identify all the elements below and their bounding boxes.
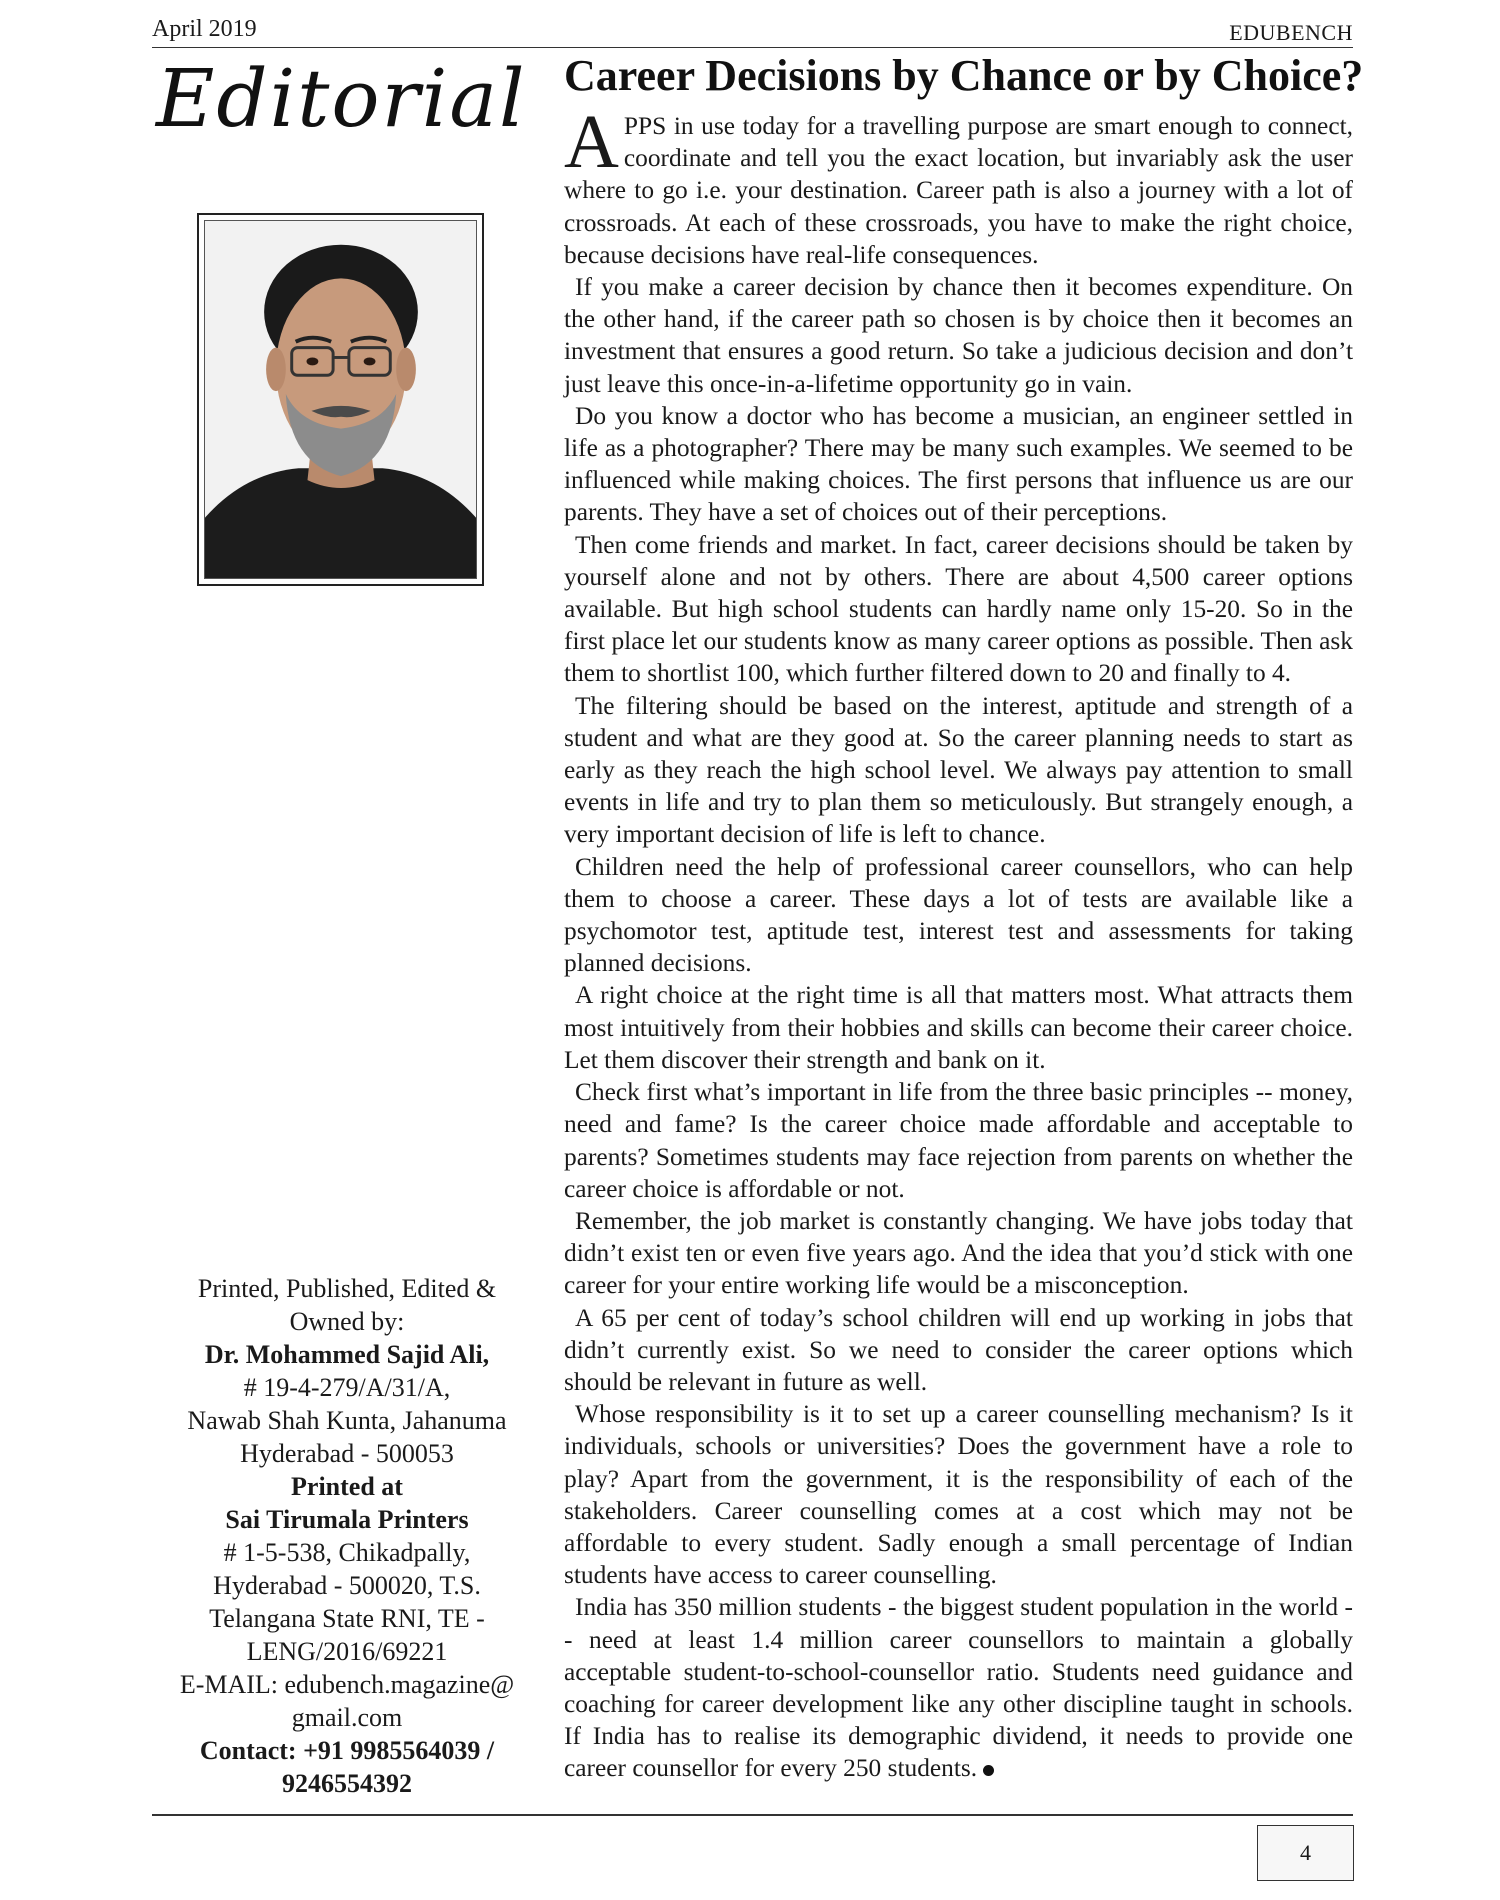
issue-date: April 2019 <box>152 16 257 42</box>
article-paragraph: Whose responsibility is it to set up a career counselling mechanism? Is it individuals, schools or universities? Does the government have a role to play? Apart from the government, it is the responsibility of each of the stakeholders. Career counselling comes at a cost which may not be affordable to every student. Sadly enough a small percentage of Indian students have access to career counselling. <box>564 1400 1353 1590</box>
owner-address: # 19-4-279/A/31/A, <box>243 1373 451 1402</box>
email: gmail.com <box>291 1703 403 1732</box>
drop-cap: A <box>564 100 619 184</box>
author-photo <box>204 220 477 579</box>
printer-address: Hyderabad - 500020, T.S. <box>213 1571 481 1600</box>
article-paragraph: A 65 per cent of today’s school children will end up working in jobs that didn’t currently exist. So we need to consider the career options which should be relevant in future as well. <box>564 1303 1353 1396</box>
article-paragraph: Children need the help of professional career counsellors, who can help them to choose a career. These days a lot of tests are available like a psychomotor test, aptitude test, interest test and assessments for taking planned decisions. <box>564 852 1353 978</box>
article-body <box>564 100 1353 1785</box>
article-paragraph: Remember, the job market is constantly changing. We have jobs today that didn’t exist ten or even five years ago. And the idea that you’d stick with one career for your entire working life would be a misconception. <box>564 1206 1353 1300</box>
owner-address: Hyderabad - 500053 <box>240 1439 454 1468</box>
author-photo-frame <box>197 213 484 586</box>
section-title: Editorial <box>156 52 527 145</box>
owner-name: Dr. Mohammed Sajid Ali, <box>204 1340 490 1369</box>
page-number: 4 <box>1257 1825 1354 1881</box>
rni-number: LENG/2016/69221 <box>246 1637 448 1666</box>
publication-imprint <box>152 1272 542 1800</box>
end-bullet-icon <box>983 1765 994 1776</box>
article-paragraph <box>564 100 1353 271</box>
paragraph-text: PPS in use today for a travelling purpose are smart enough to connect, coordinate and tell you the exact location, but invariably ask the user where to go i.e. your destination. Career path is also a journey with a lot of crossroads. At each of these crossroads, you have to make the right choice, because decisions have real-life consequences. <box>564 112 1353 269</box>
printed-at-label: Printed at <box>291 1472 403 1501</box>
imprint-line: Owned by: <box>289 1307 405 1336</box>
footer-rule <box>152 1814 1353 1816</box>
imprint-line: Printed, Published, Edited & <box>197 1274 497 1303</box>
article-paragraph: Check first what’s important in life from the three basic principles -- money, need and fame? Is the career choice made affordable and acceptable to parents? Sometimes students may face rejection from parents on whether the career choice is affordable or not. <box>564 1078 1353 1203</box>
magazine-name: EDUBENCH <box>1229 20 1353 45</box>
printer-name: Sai Tirumala Printers <box>225 1505 469 1534</box>
rni-number: Telangana State RNI, TE - <box>209 1604 485 1633</box>
owner-address: Nawab Shah Kunta, Jahanuma <box>187 1406 507 1435</box>
email: E-MAIL: edubench.magazine@ <box>179 1670 515 1699</box>
article-paragraph: A right choice at the right time is all that matters most. What attracts them most intuitively from their hobbies and skills can become their career choice. Let them discover their strength and bank on it. <box>564 981 1353 1074</box>
article <box>564 48 1364 1785</box>
article-paragraph: The filtering should be based on the interest, aptitude and strength of a student and what are they good at. So the career planning needs to start as early as they reach the high school level. We always pay attention to small events in life and try to plan them so meticulously. But strangely enough, a very important decision of life is left to chance. <box>564 691 1353 849</box>
contact: 9246554392 <box>282 1769 412 1798</box>
article-paragraph: Do you know a doctor who has become a musician, an engineer settled in life as a photographer? There may be many such examples. We seemed to be influenced while making choices. The first persons that influence us are our parents. They have a set of choices out of their perceptions. <box>564 401 1353 527</box>
article-paragraph <box>564 1591 1353 1784</box>
article-paragraph: Then come friends and market. In fact, career decisions should be taken by yourself alone and not by others. There are about 4,500 career options available. But high school students can hardly name only 15-20. So in the first place let our students know as many career options as possible. Then ask them to shortlist 100, which further filtered down to 20 and finally to 4. <box>564 530 1353 688</box>
contact: Contact: +91 9985564039 / <box>199 1736 495 1765</box>
paragraph-text: India has 350 million students - the biggest student population in the world -- need at least 1.4 million career counsellors to maintain a globally acceptable student-to-school-counsellor ratio. Students need guidance and coaching for career development like any other discipline taught in schools. If India has to realise its demographic dividend, it needs to provide one career counsellor for every 250 students. <box>564 1593 1353 1783</box>
article-title: Career Decisions by Chance or by Choice? <box>564 51 1364 100</box>
article-paragraph: If you make a career decision by chance then it becomes expenditure. On the other hand, if the career path so chosen is by choice then it becomes an investment that ensures a good return. So take a judicious decision and don’t just leave this once-in-a-lifetime opportunity go in vain. <box>564 273 1353 398</box>
printer-address: # 1-5-538, Chikadpally, <box>223 1538 471 1567</box>
